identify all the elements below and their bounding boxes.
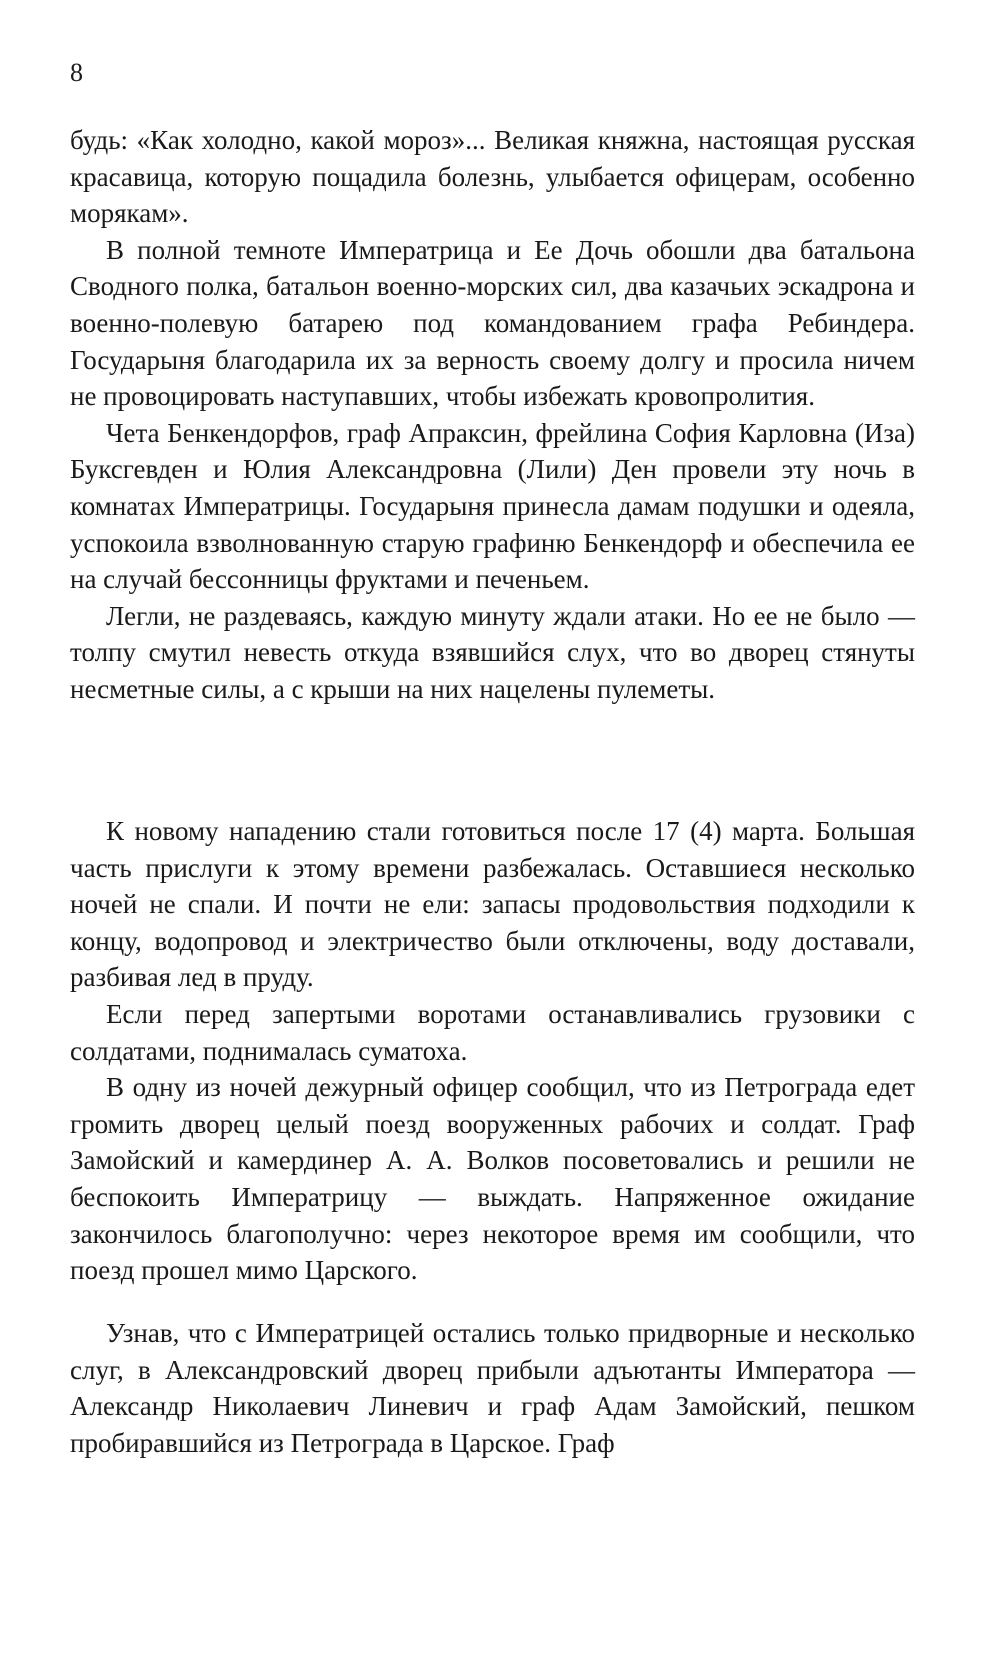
- text-section-1: [70, 122, 915, 708]
- paragraph: будь: «Как холодно, какой мороз»... Великая княжна, настоящая русская красавица, которую пощадила болезнь, улыбается офицерам, особенно морякам».: [70, 125, 915, 229]
- text-section-2: [70, 813, 915, 1289]
- paragraph: В полной темноте Императрица и Ее Дочь обошли два батальона Сводного полка, батальон военно-морских сил, два казачьих эскадрона и военно-полевую батарею под командованием графа Ребиндера. Государыня благодарила их за верность своему долгу и просила ничем не провоцировать наступавших, чтобы избежать кровопролития.: [70, 234, 915, 412]
- paragraph: Если перед запертыми воротами останавливались грузовики с солдатами, поднималась суматоха.: [70, 998, 915, 1066]
- paragraph: К новому нападению стали готовиться после 17 (4) марта. Большая часть прислуги к этому времени разбежалась. Оставшиеся несколько ночей не спали. И почти не ели: запасы продовольствия подходили к концу, водопровод и электричество были отключены, воду доставали, разбивая лед в пруду.: [70, 816, 915, 993]
- paragraph: Легли, не раздеваясь, каждую минуту ждали атаки. Но ее не было — толпу смутил невесть откуда взявшийся слух, что во дворец стянуты несметные силы, а с крыши на них нацелены пулеметы.: [70, 600, 915, 704]
- paragraph: В одну из ночей дежурный офицер сообщил, что из Петрограда едет громить дворец целый поезд вооруженных рабочих и солдат. Граф Замойский и камердинер А. А. Волков посоветовались и решили не беспокоить Императрицу — выждать. Напряженное ожидание закончилось благополучно: через некоторое время им сообщили, что поезд прошел мимо Царского.: [70, 1072, 915, 1286]
- page-number: 8: [70, 58, 83, 87]
- paragraph: Узнав, что с Императрицей остались только придворные и несколько слуг, в Александровский дворец прибыли адъютанты Императора — Александр Николаевич Линевич и граф Адам Замойский, пешком пробиравшийся из Петрограда в Царское. Граф: [70, 1318, 915, 1458]
- text-section-3: [70, 1315, 915, 1461]
- paragraph: Чета Бенкендорфов, граф Апраксин, фрейлина София Карловна (Иза) Буксгевден и Юлия Александровна (Лили) Ден провели эту ночь в комнатах Императрицы. Государыня принесла дамам подушки и одеяла, успокоила взволнованную старую графиню Бенкендорф и обеспечила ее на случай бессонницы фруктами и печеньем.: [70, 417, 915, 595]
